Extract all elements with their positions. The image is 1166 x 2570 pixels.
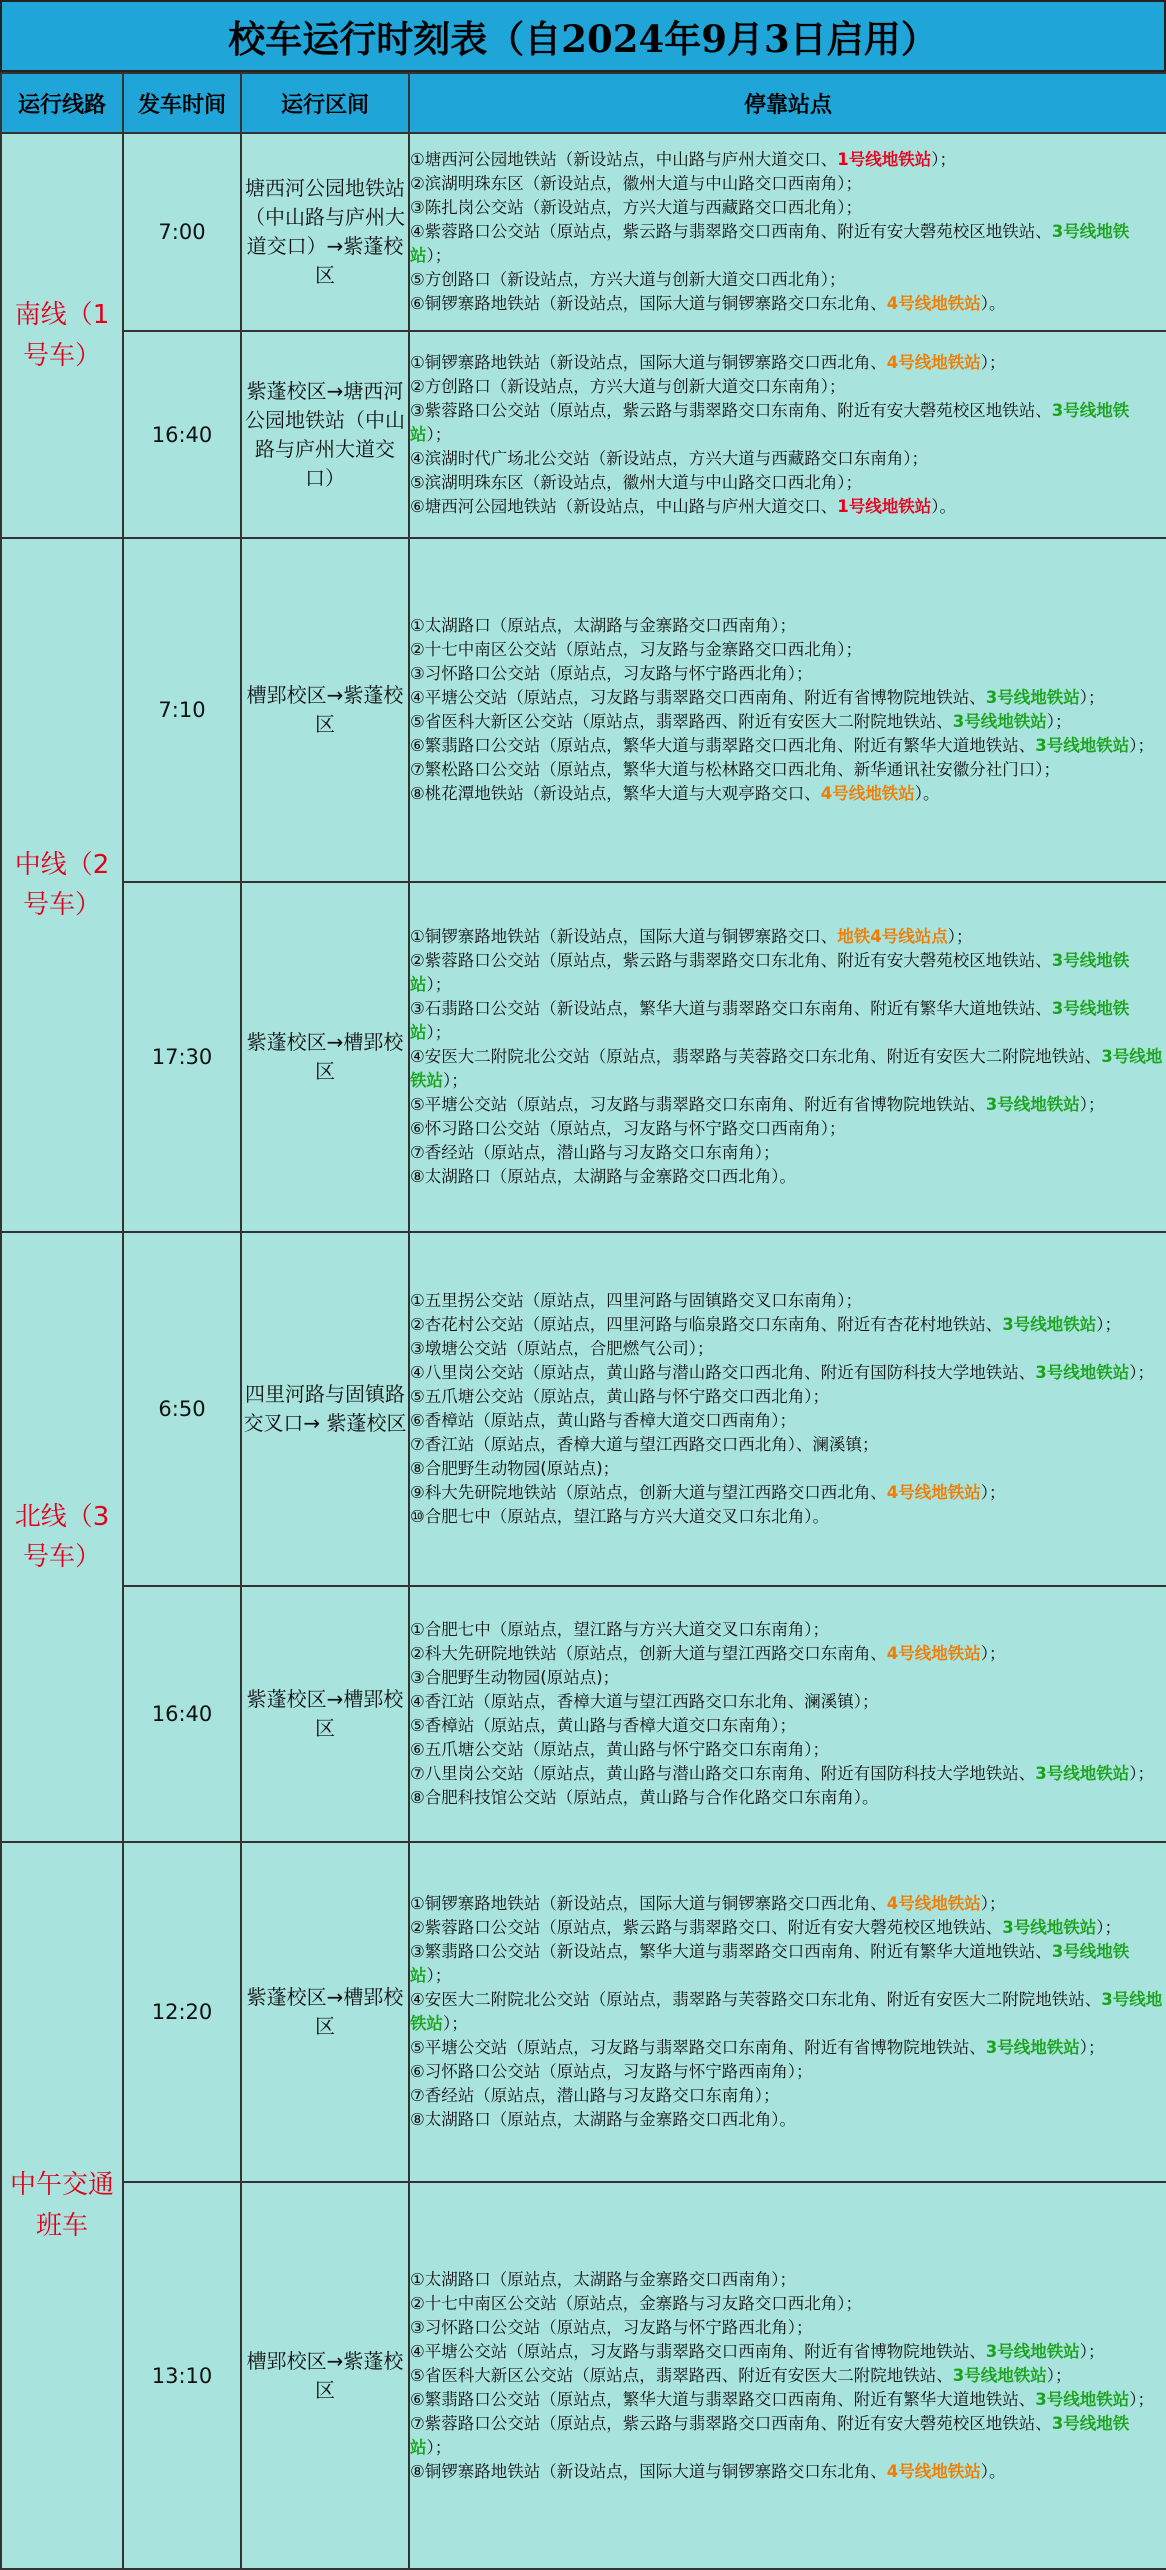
- stop-item: [410, 1505, 1166, 1529]
- stop-item: [410, 2292, 1166, 2316]
- stop-item: [410, 196, 1166, 220]
- header-time: 发车时间: [123, 73, 241, 133]
- stop-item: [410, 1642, 1166, 1666]
- header-stops: 停靠站点: [409, 73, 1166, 133]
- header-route: 运行线路: [1, 73, 123, 133]
- stop-item: [410, 148, 1166, 172]
- stop-text: ②十七中南区公交站（原站点，金寨路与习友路交口西北角）；: [410, 2293, 863, 2313]
- stop-text: ）；: [426, 1966, 452, 1985]
- stop-item: [410, 1690, 1166, 1714]
- stop-text: ）；: [443, 2014, 468, 2033]
- stop-text: ⑦香经站（原站点，潜山路与习友路交口东南角）；: [410, 1143, 780, 1162]
- stop-text: ）；: [1079, 2038, 1105, 2057]
- stop-text: ）；: [980, 352, 1006, 372]
- stop-text: ）；: [1079, 1095, 1105, 1114]
- route-interval: 紫蓬校区→槽郢校区: [241, 882, 409, 1232]
- departure-time: 16:40: [123, 331, 241, 538]
- stop-text: ）；: [980, 1644, 1006, 1663]
- metro-line-label: 4号线地铁站: [820, 784, 915, 803]
- stop-text: ⑤方创路口（新设站点，方兴大道与创新大道交口西北角）；: [410, 270, 846, 289]
- metro-line-label: 3号线地铁站: [1035, 1363, 1130, 1382]
- stop-item: [410, 1892, 1166, 1916]
- stops-list: [409, 331, 1166, 538]
- stop-item: [410, 2340, 1166, 2364]
- stop-text: ）；: [1096, 1918, 1122, 1937]
- stop-text: ⑤滨湖明珠东区（新设站点，徽州大道与中山路交口西北角）；: [410, 472, 863, 492]
- stop-text: ⑥塘西河公园地铁站（新设站点，中山路与庐州大道交口、: [410, 496, 838, 516]
- table-row: [1, 1586, 1166, 1842]
- stop-text: ③陈扎岗公交站（新设站点，方兴大道与西藏路交口西北角）；: [410, 198, 863, 217]
- departure-time: 12:20: [123, 1842, 241, 2182]
- table-row: [1, 1842, 1166, 2182]
- stop-text: ）。: [931, 496, 957, 516]
- stop-text: ②滨湖明珠东区（新设站点，徽州大道与中山路交口西南角）；: [410, 174, 863, 193]
- stop-item: [410, 292, 1166, 316]
- schedule-table: [0, 72, 1166, 2570]
- metro-line-label: 1号线地铁站: [837, 150, 932, 169]
- stop-text: ）。: [980, 2461, 1006, 2481]
- departure-time: 7:00: [123, 133, 241, 331]
- stop-item: [410, 2108, 1166, 2132]
- metro-line-label: 3号线地铁站: [952, 2365, 1047, 2385]
- stop-text: ②杏花村公交站（原站点，四里河路与临泉路交口东南角、附近有杏花村地铁站、: [410, 1315, 1003, 1334]
- stop-text: ）；: [443, 1071, 468, 1090]
- stop-item: [410, 734, 1166, 758]
- stop-item: [410, 2060, 1166, 2084]
- metro-line-label: 3号线地铁站: [1035, 2389, 1130, 2409]
- stop-text: ⑨科大先研院地铁站（原站点，创新大道与望江西路交口西北角、: [410, 1483, 887, 1502]
- stop-item: [410, 662, 1166, 686]
- metro-line-label: 3号线地铁站: [1002, 1918, 1097, 1937]
- stop-text: ④安医大二附院北公交站（原站点，翡翠路与芙蓉路交口东北角、附近有安医大二附院地铁站、: [410, 1047, 1102, 1066]
- metro-line-label: 3号线地铁站: [985, 688, 1080, 707]
- stop-text: ④香江站（原站点，香樟大道与望江西路交口东北角、澜溪镇）；: [410, 1692, 879, 1711]
- stop-item: [410, 1738, 1166, 1762]
- stop-item: [410, 375, 1166, 399]
- stop-item: [410, 925, 1166, 949]
- stops-list: [409, 882, 1166, 1232]
- table-row: [1, 1232, 1166, 1586]
- stop-item: [410, 447, 1166, 471]
- stop-text: ）；: [931, 150, 957, 169]
- route-interval: 紫蓬校区→塘西河公园地铁站（中山路与庐州大道交口）: [241, 331, 409, 538]
- stop-text: ③习怀路口公交站（原站点，习友路与怀宁路西北角）；: [410, 2317, 813, 2337]
- header-row: [1, 73, 1166, 133]
- stop-item: [410, 1141, 1166, 1165]
- stops-list: [409, 1232, 1166, 1586]
- table-row: [1, 133, 1166, 331]
- stop-text: ）。: [980, 294, 1006, 313]
- stop-text: ）；: [426, 975, 452, 994]
- stop-item: [410, 1714, 1166, 1738]
- stop-item: [410, 1618, 1166, 1642]
- stop-item: [410, 471, 1166, 495]
- stop-item: [410, 1093, 1166, 1117]
- stop-text: ⑦繁松路口公交站（原站点，繁华大道与松林路交口西北角、新华通讯社安徽分社门口）；: [410, 760, 1061, 779]
- metro-line-label: 4号线地铁站: [886, 1483, 981, 1502]
- stop-item: [410, 1916, 1166, 1940]
- table-row: [1, 538, 1166, 882]
- stop-text: ⑤平塘公交站（原站点，习友路与翡翠路交口东南角、附近有省博物院地铁站、: [410, 2038, 986, 2057]
- stop-text: ⑤省医科大新区公交站（原站点，翡翠路西、附近有安医大二附院地铁站、: [410, 712, 953, 731]
- metro-line-label: 地铁4号线站点: [837, 927, 948, 946]
- stop-item: [410, 495, 1166, 519]
- stop-text: ）；: [1096, 1315, 1122, 1334]
- stop-item: [410, 2084, 1166, 2108]
- stop-text: ④紫蓉路口公交站（原站点，紫云路与翡翠路交口西南角、附近有安大磬苑校区地铁站、: [410, 222, 1052, 241]
- stop-item: [410, 686, 1166, 710]
- metro-line-label: 3号线地铁站: [410, 400, 1130, 444]
- stops-list: [409, 1586, 1166, 1842]
- metro-line-label: 1号线地铁站: [837, 496, 932, 516]
- metro-line-label: 3号线地铁站: [410, 1047, 1163, 1090]
- stop-text: ⑦香经站（原站点，潜山路与习友路交口东南角）；: [410, 2086, 780, 2105]
- stop-item: [410, 638, 1166, 662]
- stop-text: ③习怀路口公交站（原站点，习友路与怀宁路西北角）；: [410, 664, 813, 683]
- route-interval: 塘西河公园地铁站（中山路与庐州大道交口）→紫蓬校区: [241, 133, 409, 331]
- stop-text: ③墩塘公交站（原站点，合肥燃气公司）；: [410, 1339, 714, 1358]
- stops-list: [409, 1842, 1166, 2182]
- metro-line-label: 3号线地铁站: [1002, 1315, 1097, 1334]
- stop-text: ⑥习怀路口公交站（原站点，习友路与怀宁路西南角）；: [410, 2062, 813, 2081]
- stop-text: ③石翡路口公交站（新设站点，繁华大道与翡翠路交口东南角、附近有繁华大道地铁站、: [410, 999, 1052, 1018]
- metro-line-label: 3号线地铁站: [410, 2413, 1130, 2457]
- stop-item: [410, 1762, 1166, 1786]
- stop-text: ⑤平塘公交站（原站点，习友路与翡翠路交口东南角、附近有省博物院地铁站、: [410, 1095, 986, 1114]
- stop-text: ⑥怀习路口公交站（原站点，习友路与怀宁路交口西南角）；: [410, 1119, 846, 1138]
- route-name: 中午交通班车: [1, 1842, 123, 2569]
- stop-text: ）；: [980, 1894, 1006, 1913]
- stop-text: ④八里岗公交站（原站点，黄山路与潜山路交口西北角、附近有国防科技大学地铁站、: [410, 1363, 1036, 1382]
- stop-item: [410, 614, 1166, 638]
- stop-text: ⑥繁翡路口公交站（原站点，繁华大道与翡翠路交口西南角、附近有繁华大道地铁站、: [410, 2389, 1036, 2409]
- stop-text: ）；: [426, 246, 452, 265]
- metro-line-label: 4号线地铁站: [886, 1644, 981, 1663]
- metro-line-label: 3号线地铁站: [985, 1095, 1080, 1114]
- stop-item: [410, 997, 1166, 1045]
- metro-line-label: 3号线地铁站: [410, 222, 1130, 265]
- departure-time: 17:30: [123, 882, 241, 1232]
- stop-item: [410, 1361, 1166, 1385]
- stop-text: ②紫蓉路口公交站（原站点，紫云路与翡翠路交口东北角、附近有安大磬苑校区地铁站、: [410, 951, 1052, 970]
- stop-text: ④滨湖时代广场北公交站（新设站点，方兴大道与西藏路交口东南角）；: [410, 448, 929, 468]
- stop-text: ⑧合肥科技馆公交站（原站点，黄山路与合作化路交口东南角）。: [410, 1788, 879, 1807]
- stops-list: [409, 133, 1166, 331]
- stop-item: [410, 1385, 1166, 1409]
- stop-text: ⑧太湖路口（原站点，太湖路与金寨路交口西北角）。: [410, 2110, 797, 2129]
- stop-text: ④平塘公交站（原站点，习友路与翡翠路交口西南角、附近有省博物院地铁站、: [410, 688, 986, 707]
- stop-item: [410, 1045, 1166, 1093]
- stop-text: ）；: [1129, 2389, 1155, 2409]
- metro-line-label: 3号线地铁站: [1035, 736, 1130, 755]
- stop-text: ⑩合肥七中（原站点，望江路与方兴大道交叉口东北角）。: [410, 1507, 830, 1526]
- departure-time: 6:50: [123, 1232, 241, 1586]
- metro-line-label: 3号线地铁站: [410, 951, 1130, 994]
- stop-text: ）；: [1129, 736, 1155, 755]
- stop-text: ⑧太湖路口（原站点，太湖路与金寨路交口西北角）。: [410, 1167, 797, 1186]
- stop-text: ）；: [426, 424, 452, 444]
- stop-text: ⑥五爪塘公交站（原站点，黄山路与怀宁路交口东南角）；: [410, 1740, 830, 1759]
- stop-item: [410, 2388, 1166, 2412]
- stop-text: ）；: [1046, 2365, 1072, 2385]
- stop-item: [410, 1940, 1166, 1988]
- stop-item: [410, 1117, 1166, 1141]
- stop-item: [410, 1481, 1166, 1505]
- metro-line-label: 3号线地铁站: [410, 1990, 1163, 2033]
- stop-text: ⑤五爪塘公交站（原站点，黄山路与怀宁路交口西北角）；: [410, 1387, 830, 1406]
- stop-item: [410, 782, 1166, 806]
- stop-text: ⑤省医科大新区公交站（原站点，翡翠路西、附近有安医大二附院地铁站、: [410, 2365, 953, 2385]
- stop-text: ①太湖路口（原站点，太湖路与金寨路交口西南角）；: [410, 2269, 797, 2289]
- stop-text: ②方创路口（新设站点，方兴大道与创新大道交口东南角）；: [410, 376, 846, 396]
- stop-text: ①铜锣寨路地铁站（新设站点，国际大道与铜锣寨路交口、: [410, 927, 838, 946]
- stop-item: [410, 172, 1166, 196]
- stop-text: ①合肥七中（原站点，望江路与方兴大道交叉口东南角）；: [410, 1620, 830, 1639]
- stop-text: ③紫蓉路口公交站（原站点，紫云路与翡翠路交口东南角、附近有安大磬苑校区地铁站、: [410, 400, 1052, 420]
- stops-list: [409, 2182, 1166, 2569]
- metro-line-label: 3号线地铁站: [952, 712, 1047, 731]
- stop-text: ）；: [426, 2437, 452, 2457]
- stop-text: ⑥铜锣寨路地铁站（新设站点，国际大道与铜锣寨路交口东北角、: [410, 294, 887, 313]
- stop-text: ）；: [947, 927, 973, 946]
- stop-item: [410, 2364, 1166, 2388]
- stops-list: [409, 538, 1166, 882]
- stop-item: [410, 351, 1166, 375]
- stop-text: ）。: [914, 784, 940, 803]
- stop-text: ④安医大二附院北公交站（原站点，翡翠路与芙蓉路交口东北角、附近有安医大二附院地铁站、: [410, 1990, 1102, 2009]
- stop-item: [410, 1457, 1166, 1481]
- stop-text: ）；: [1129, 1363, 1155, 1382]
- stop-item: [410, 2036, 1166, 2060]
- stop-text: ⑦八里岗公交站（原站点，黄山路与潜山路交口东南角、附近有国防科技大学地铁站、: [410, 1764, 1036, 1783]
- stop-text: ③繁翡路口公交站（新设站点，繁华大道与翡翠路交口西南角、附近有繁华大道地铁站、: [410, 1942, 1052, 1961]
- stop-text: ①五里拐公交站（原站点，四里河路与固镇路交叉口东南角）；: [410, 1291, 863, 1310]
- route-interval: 槽郢校区→紫蓬校区: [241, 2182, 409, 2569]
- stop-text: ）；: [426, 1023, 452, 1042]
- metro-line-label: 4号线地铁站: [886, 352, 981, 372]
- metro-line-label: 4号线地铁站: [886, 2461, 981, 2481]
- metro-line-label: 3号线地铁站: [1035, 1764, 1130, 1783]
- stop-text: ）；: [1046, 712, 1072, 731]
- stop-item: [410, 2316, 1166, 2340]
- metro-line-label: 3号线地铁站: [985, 2038, 1080, 2057]
- table-row: [1, 2182, 1166, 2569]
- metro-line-label: 3号线地铁站: [410, 1942, 1130, 1985]
- stop-item: [410, 1786, 1166, 1810]
- stop-item: [410, 399, 1166, 447]
- stop-text: ⑥繁翡路口公交站（原站点，繁华大道与翡翠路交口西北角、附近有繁华大道地铁站、: [410, 736, 1036, 755]
- departure-time: 13:10: [123, 2182, 241, 2569]
- stop-text: ）；: [1079, 2341, 1105, 2361]
- stop-text: ①太湖路口（原站点，太湖路与金寨路交口西南角）；: [410, 616, 797, 635]
- route-name: 南线（1号车）: [1, 133, 123, 538]
- metro-line-label: 4号线地铁站: [886, 1894, 981, 1913]
- stop-item: [410, 758, 1166, 782]
- stop-text: ⑧铜锣寨路地铁站（新设站点，国际大道与铜锣寨路交口东北角、: [410, 2461, 887, 2481]
- route-interval: 四里河路与固镇路交叉口→ 紫蓬校区: [241, 1232, 409, 1586]
- departure-time: 16:40: [123, 1586, 241, 1842]
- stop-item: [410, 1433, 1166, 1457]
- stop-item: [410, 268, 1166, 292]
- header-interval: 运行区间: [241, 73, 409, 133]
- stop-item: [410, 1337, 1166, 1361]
- stop-text: ②十七中南区公交站（原站点，习友路与金寨路交口西北角）；: [410, 640, 863, 659]
- stop-item: [410, 1988, 1166, 2036]
- departure-time: 7:10: [123, 538, 241, 882]
- stop-text: ⑧桃花潭地铁站（新设站点，繁华大道与大观亭路交口、: [410, 784, 821, 803]
- stop-text: ④平塘公交站（原站点，习友路与翡翠路交口西南角、附近有省博物院地铁站、: [410, 2341, 986, 2361]
- stop-text: ②紫蓉路口公交站（原站点，紫云路与翡翠路交口、附近有安大磬苑校区地铁站、: [410, 1918, 1003, 1937]
- stop-item: [410, 1289, 1166, 1313]
- metro-line-label: 3号线地铁站: [985, 2341, 1080, 2361]
- stop-text: ①塘西河公园地铁站（新设站点，中山路与庐州大道交口、: [410, 150, 838, 169]
- stop-text: ②科大先研院地铁站（原站点，创新大道与望江西路交口东南角、: [410, 1644, 887, 1663]
- route-name: 北线（3号车）: [1, 1232, 123, 1842]
- metro-line-label: 4号线地铁站: [886, 294, 981, 313]
- route-interval: 槽郢校区→紫蓬校区: [241, 538, 409, 882]
- stop-text: ）；: [1079, 688, 1105, 707]
- stop-text: ⑤香樟站（原站点，黄山路与香樟大道交口东南角）；: [410, 1716, 797, 1735]
- table-row: [1, 331, 1166, 538]
- schedule-body: [1, 133, 1166, 2569]
- stop-item: [410, 220, 1166, 268]
- stop-item: [410, 1666, 1166, 1690]
- route-name: 中线（2号车）: [1, 538, 123, 1232]
- stop-item: [410, 710, 1166, 734]
- stop-text: ）；: [980, 1483, 1006, 1502]
- stop-text: ⑦香江站（原站点，香樟大道与望江西路交口西北角）、澜溪镇；: [410, 1435, 879, 1454]
- stop-text: ③合肥野生动物园(原站点)；: [410, 1668, 620, 1687]
- stop-text: ①铜锣寨路地铁站（新设站点，国际大道与铜锣寨路交口西北角、: [410, 352, 887, 372]
- stop-item: [410, 2412, 1166, 2460]
- stop-item: [410, 1409, 1166, 1433]
- metro-line-label: 3号线地铁站: [410, 999, 1130, 1042]
- stop-text: ⑧合肥野生动物园(原站点)；: [410, 1459, 620, 1478]
- route-interval: 紫蓬校区→槽郢校区: [241, 1842, 409, 2182]
- stop-item: [410, 2268, 1166, 2292]
- stop-item: [410, 2460, 1166, 2484]
- stop-text: ①铜锣寨路地铁站（新设站点，国际大道与铜锣寨路交口西北角、: [410, 1894, 887, 1913]
- stop-text: ）；: [1129, 1764, 1155, 1783]
- stop-text: ⑦紫蓉路口公交站（原站点，紫云路与翡翠路交口西南角、附近有安大磬苑校区地铁站、: [410, 2413, 1052, 2433]
- table-row: [1, 882, 1166, 1232]
- route-interval: 紫蓬校区→槽郢校区: [241, 1586, 409, 1842]
- stop-text: ⑥香樟站（原站点，黄山路与香樟大道交口西南角）；: [410, 1411, 797, 1430]
- stop-item: [410, 1313, 1166, 1337]
- page-title: 校车运行时刻表（自2024年9月3日启用）: [0, 0, 1166, 72]
- stop-item: [410, 1165, 1166, 1189]
- stop-item: [410, 949, 1166, 997]
